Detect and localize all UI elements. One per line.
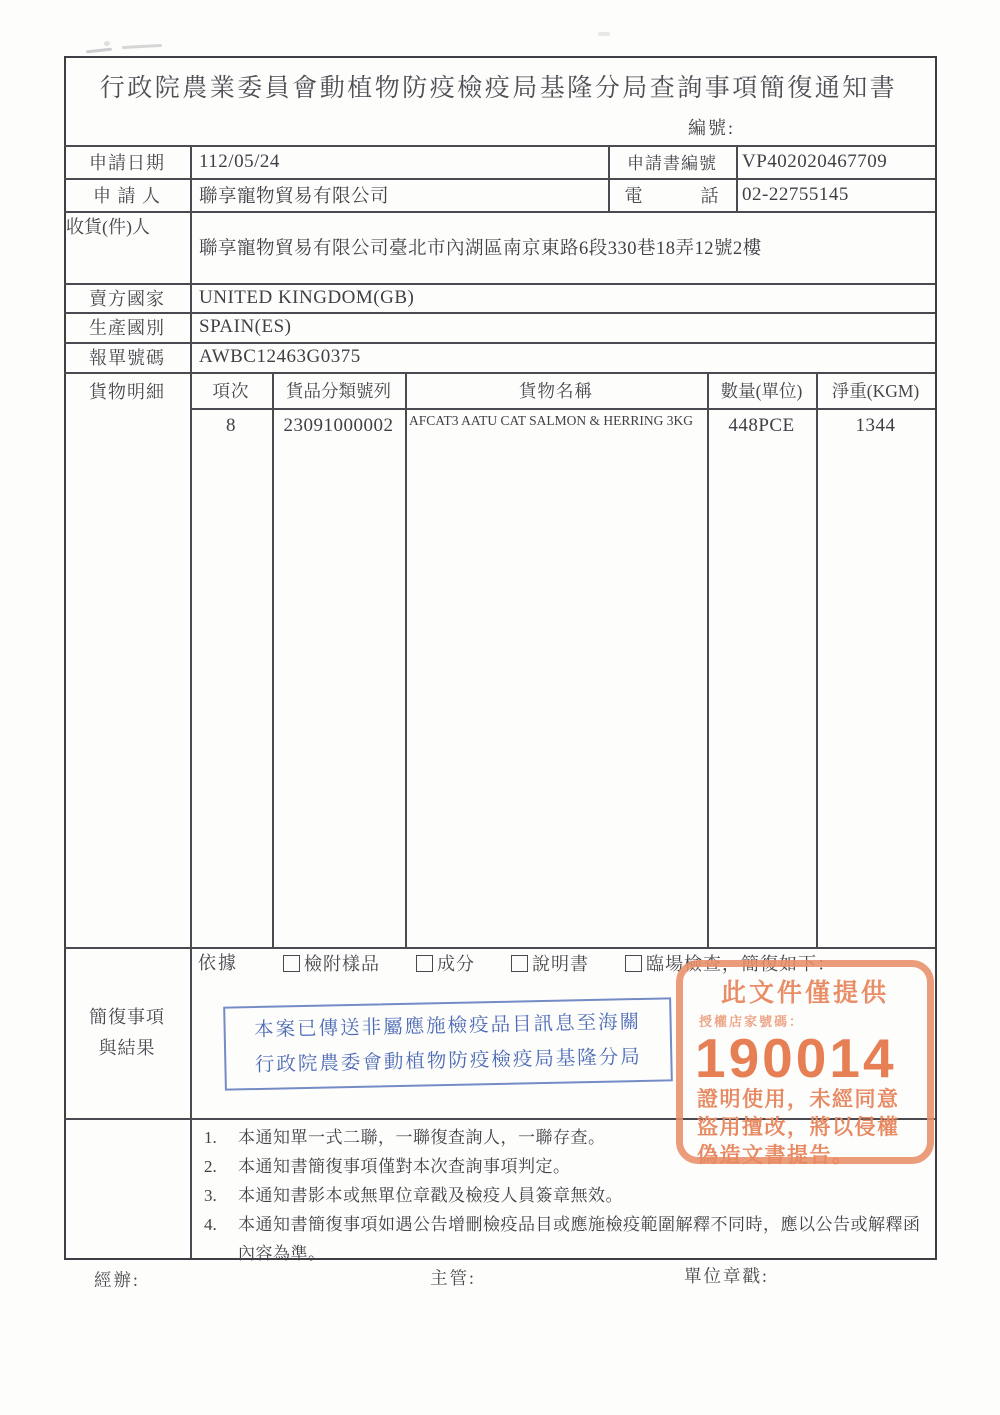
goods-section-label: 貨物明細: [89, 382, 165, 402]
blue-stamp-line2: 行政院農委會動植物防疫檢疫局基隆分局: [254, 1047, 643, 1077]
basis-label: 依據: [198, 953, 238, 973]
note-number: 3.: [204, 1186, 217, 1205]
consignee-label: 收貨(件)人: [66, 217, 150, 237]
unit-seal-label: 單位章戳:: [684, 1266, 769, 1286]
note-text: 本通知書簡復事項如遇公告增刪檢疫品目或應施檢疫範圍解釋不同時，應以公告或解釋函內容為準。: [238, 1215, 921, 1263]
scan-smudge: [104, 41, 110, 46]
note-item: [204, 1181, 930, 1210]
checkbox-sample: [283, 950, 380, 976]
goods-header-net-weight: 淨重(KGM): [831, 380, 920, 401]
checkbox-sample-label: 檢附樣品: [304, 954, 380, 974]
goods-cell-item-no: 8: [226, 415, 236, 436]
note-number: 4.: [204, 1215, 217, 1234]
checkbox-icon: [283, 955, 300, 972]
checkbox-instruction-label: 說明書: [532, 954, 589, 974]
checkbox-icon: [416, 955, 433, 972]
seller-country-label: 賣方國家: [89, 288, 165, 309]
checkbox-ingredient: [416, 950, 475, 976]
serial-number-label: 編號:: [688, 118, 736, 138]
goods-cell-quantity: 448PCE: [728, 415, 795, 436]
divider: [272, 372, 274, 947]
orange-stamp-store-number: 190014: [695, 1027, 897, 1089]
note-text: 本通知單一式二聯，一聯復查詢人，一聯存查。: [238, 1128, 606, 1147]
checkbox-icon: [625, 955, 642, 972]
declaration-no-label: 報單號碼: [89, 348, 165, 368]
orange-stamp-line5: 偽造文書提告。: [697, 1143, 855, 1167]
orange-authorization-stamp: [676, 960, 934, 1167]
reply-section-label: [64, 947, 190, 1118]
blue-reply-stamp: [223, 997, 673, 1091]
note-text: 本通知書簡復事項僅對本次查詢事項判定。: [238, 1157, 571, 1176]
apply-date-label: 申請日期: [89, 152, 165, 173]
orange-stamp-line3: 證明使用，未經同意: [697, 1088, 900, 1112]
orange-stamp-line4: 盜用擅改，將以侵權: [697, 1115, 900, 1139]
divider: [707, 372, 709, 947]
apply-date-value: 112/05/24: [199, 150, 280, 172]
goods-header-quantity: 數量(單位): [720, 380, 803, 401]
phone-label: 電 話: [624, 185, 720, 206]
production-country-label: 生產國別: [89, 318, 165, 338]
application-no-value: VP402020467709: [742, 150, 888, 172]
blue-stamp-line1: 本案已傳送非屬應施檢疫品目訊息至海關: [253, 1011, 642, 1042]
consignee-value: 聯享寵物貿易有限公司臺北市內湖區南京東路6段330巷18弄12號2樓: [199, 239, 762, 259]
note-number: 1.: [204, 1128, 217, 1147]
production-country-value: SPAIN(ES): [199, 316, 292, 337]
goods-header-name: 貨物名稱: [519, 380, 593, 401]
goods-header-tariff-code: 貨品分類號列: [286, 380, 391, 401]
divider: [405, 372, 407, 947]
checkbox-onsite-inspection-label: 臨場檢查，簡復如下：: [646, 954, 836, 974]
goods-cell-net-weight: 1344: [855, 415, 896, 436]
goods-header-item-no: 項次: [212, 380, 250, 401]
reply-section-label-line2: 與結果: [98, 1037, 156, 1058]
scan-smudge: [122, 44, 162, 49]
scan-smudge: [86, 48, 112, 54]
checkbox-instruction: [511, 950, 589, 976]
declaration-no-value: AWBC12463G0375: [199, 346, 361, 367]
reply-section-label-line1: 簡復事項: [89, 1006, 165, 1027]
phone-value: 02-22755145: [742, 183, 849, 205]
checkbox-icon: [511, 955, 528, 972]
handler-label: 經辦:: [94, 1270, 140, 1290]
note-item: [204, 1210, 930, 1268]
supervisor-label: 主管:: [430, 1268, 476, 1288]
note-number: 2.: [204, 1157, 217, 1176]
application-no-label: 申請書編號: [627, 154, 717, 173]
orange-stamp-line1: 此文件僅提供: [720, 979, 889, 1007]
form-title: 行政院農業委員會動植物防疫檢疫局基隆分局查詢事項簡復通知書: [99, 75, 898, 102]
applicant-value: 聯享寵物貿易有限公司: [199, 186, 390, 207]
divider: [816, 372, 818, 947]
checkbox-ingredient-label: 成分: [437, 954, 475, 974]
orange-stamp-store-code-label: 授權店家號碼：: [699, 1014, 805, 1029]
applicant-label: 申 請 人: [93, 185, 161, 206]
seller-country-value: UNITED KINGDOM(GB): [199, 286, 415, 308]
goods-cell-tariff-code: 23091000002: [283, 415, 394, 436]
note-text: 本通知書影本或無單位章戳及檢疫人員簽章無效。: [238, 1186, 623, 1205]
scan-smudge: [598, 32, 610, 36]
divider: [64, 947, 935, 949]
goods-cell-name: AFCAT3 AATU CAT SALMON & HERRING 3KG: [409, 413, 694, 428]
